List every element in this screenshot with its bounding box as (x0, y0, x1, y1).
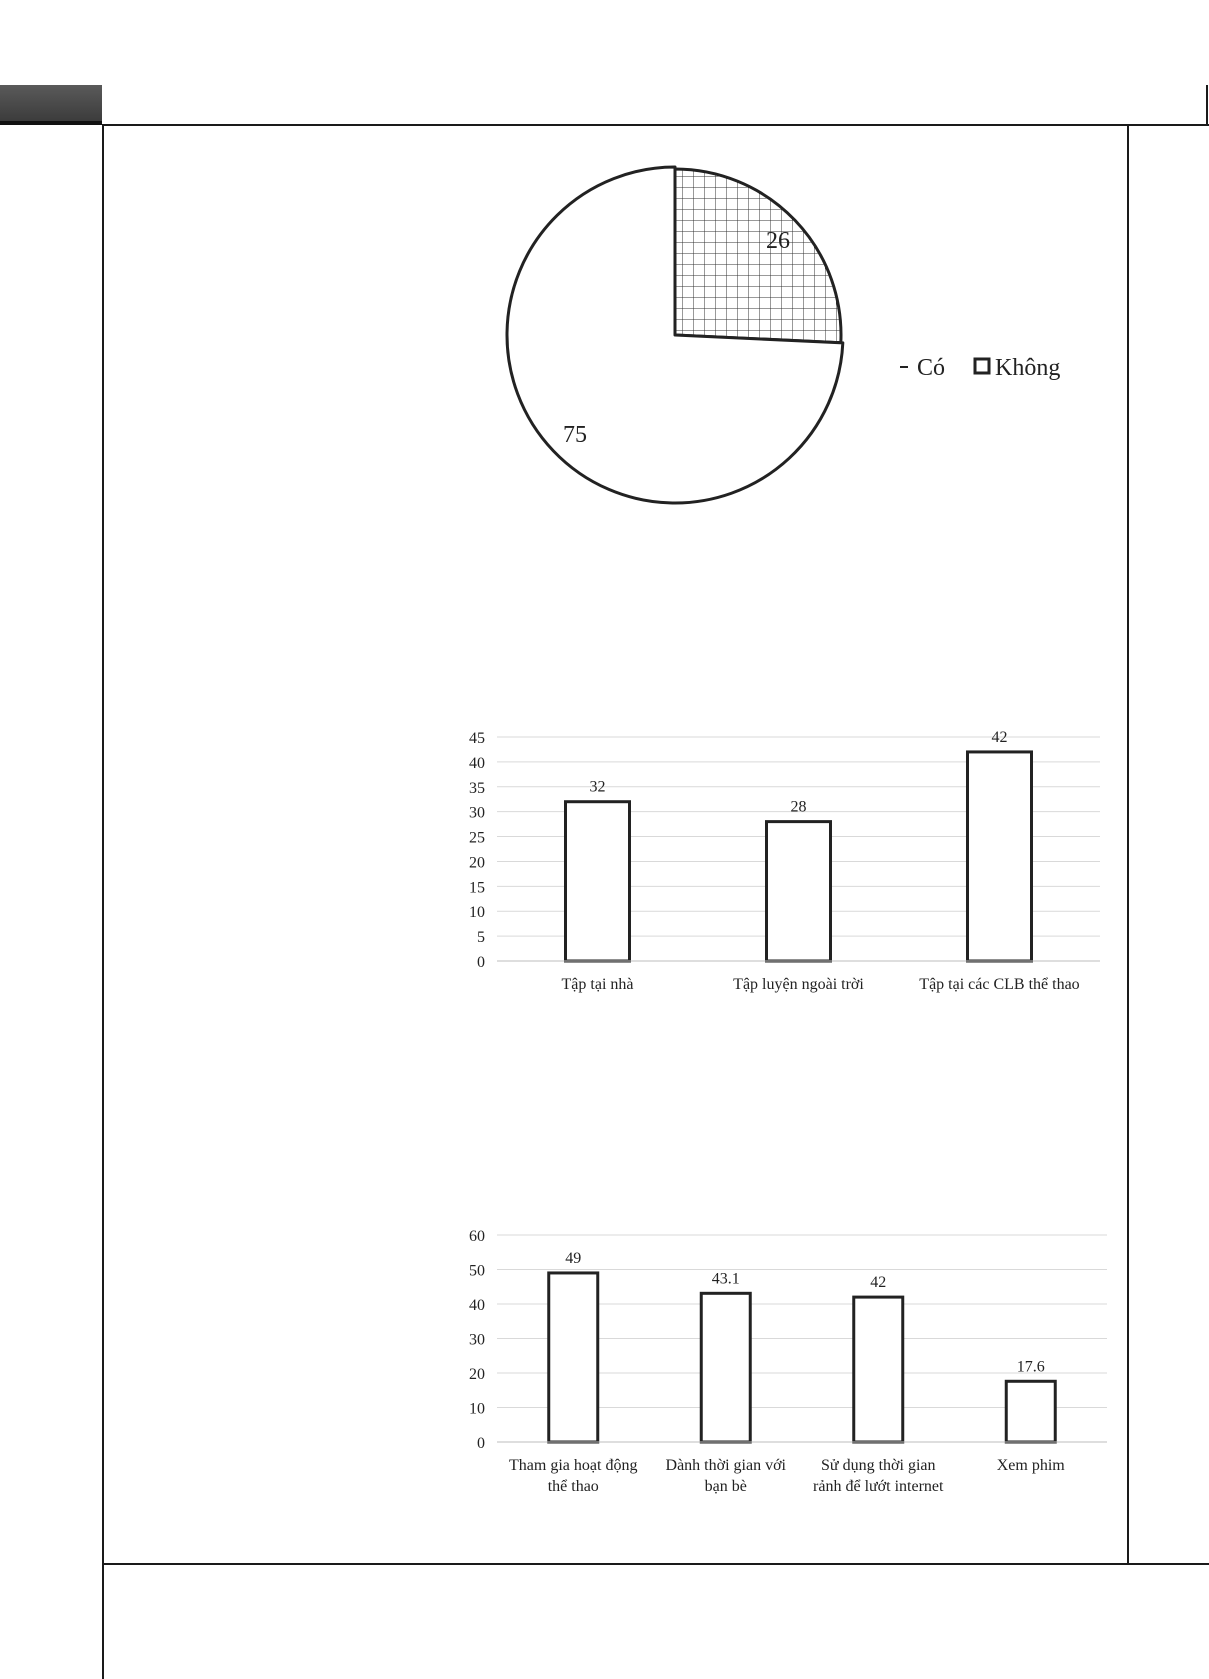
y-tick-label: 15 (469, 879, 485, 897)
data-label: 49 (565, 1249, 582, 1267)
y-tick-label: 25 (469, 829, 485, 847)
y-tick-label: 5 (477, 929, 485, 947)
pie-label-khong: 26 (766, 228, 790, 254)
y-tick-label: 10 (469, 1400, 485, 1418)
data-label: 42 (991, 728, 1008, 746)
x-tick-label: Xem phim (996, 1457, 1065, 1474)
bar (1006, 1381, 1055, 1442)
x-tick-label: rảnh để lướt internet (813, 1478, 944, 1495)
data-label: 43.1 (711, 1270, 740, 1288)
y-tick-label: 35 (469, 779, 485, 797)
bar (549, 1273, 598, 1442)
y-tick-label: 30 (469, 804, 485, 822)
x-tick-label: Sử dụng thời gian (821, 1457, 936, 1474)
y-tick-label: 0 (477, 1435, 485, 1452)
legend-label-khong: Không (995, 355, 1061, 381)
y-tick-label: 40 (469, 754, 485, 772)
data-label: 32 (589, 778, 606, 796)
y-tick-label: 20 (469, 854, 485, 872)
x-tick-label: Tập tại các CLB thể thao (919, 976, 1080, 993)
y-tick-label: 0 (477, 954, 485, 971)
y-tick-label: 20 (469, 1366, 485, 1383)
data-label: 28 (790, 798, 807, 816)
bar (854, 1297, 903, 1442)
x-tick-label: thể thao (547, 1478, 599, 1495)
pie-label-co: 75 (563, 422, 587, 448)
legend-label-co: Có (917, 355, 946, 381)
data-label: 17.6 (1016, 1358, 1045, 1376)
x-tick-label: bạn bè (704, 1478, 747, 1495)
data-label: 42 (870, 1274, 887, 1292)
y-tick-label: 40 (469, 1297, 485, 1314)
y-tick-label: 50 (469, 1262, 485, 1280)
x-tick-label: Tham gia hoạt động (509, 1457, 638, 1474)
x-tick-label: Tập luyện ngoài trời (733, 976, 864, 993)
y-tick-label: 60 (469, 1228, 485, 1245)
y-tick-label: 10 (469, 904, 485, 922)
bar (701, 1293, 750, 1442)
x-tick-label: Tập tại nhà (561, 976, 634, 993)
y-tick-label: 30 (469, 1331, 485, 1349)
y-tick-label: 45 (469, 730, 485, 747)
x-tick-label: Dành thời gian với (665, 1457, 786, 1474)
